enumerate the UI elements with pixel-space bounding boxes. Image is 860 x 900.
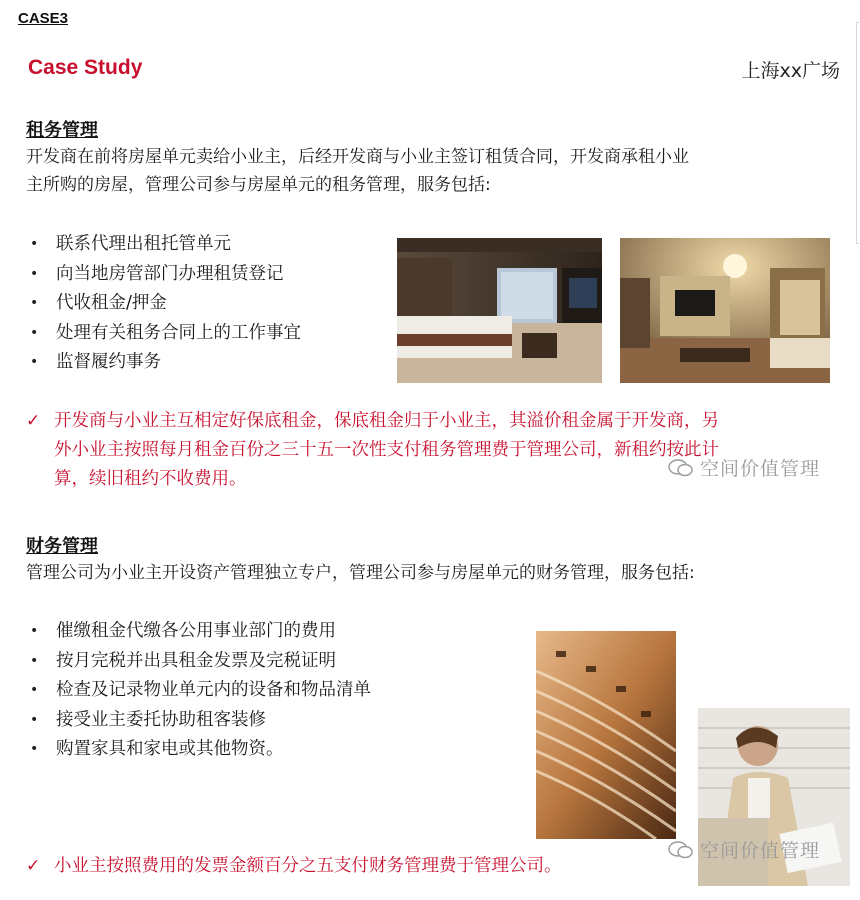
case-study-title: Case Study	[28, 56, 143, 79]
list-item: • 监督履约事务	[30, 348, 301, 378]
rental-intro-line-2: 主所购的房屋，管理公司参与房屋单元的租务管理，服务包括:	[26, 175, 491, 195]
rental-intro	[26, 143, 846, 199]
watermark	[668, 836, 820, 863]
watermark-text: 空间价值管理	[700, 840, 821, 862]
page-edge-divider	[856, 22, 859, 244]
location-title: 上海xx广场	[741, 60, 840, 82]
check-icon: ✓	[26, 856, 41, 876]
finance-service-list	[30, 617, 371, 765]
list-item: • 联系代理出租托管单元	[30, 230, 301, 260]
list-item: • 购置家具和家电或其他物资。	[30, 735, 371, 765]
list-item: • 检查及记录物业单元内的设备和物品清单	[30, 676, 371, 706]
check-icon: ✓	[26, 411, 41, 431]
file-folders-photo	[536, 631, 676, 839]
list-item: • 按月完税并出具租金发票及完税证明	[30, 647, 371, 677]
wechat-icon	[668, 840, 694, 860]
finance-note	[26, 852, 562, 881]
list-item: • 代收租金/押金	[30, 289, 301, 319]
watermark	[668, 454, 820, 481]
list-item: • 接受业主委托协助租客装修	[30, 706, 371, 736]
list-item: • 向当地房管部门办理租赁登记	[30, 260, 301, 290]
rental-note-line-3: 算，续旧租约不收费用。	[54, 469, 247, 489]
list-item: • 催缴租金代缴各公用事业部门的费用	[30, 617, 371, 647]
case-label: CASE3	[18, 10, 69, 27]
finance-intro: 管理公司为小业主开设资产管理独立专户，管理公司参与房屋单元的财务管理，服务包括:	[26, 563, 695, 583]
rental-heading: 租务管理	[26, 120, 98, 141]
rental-service-list	[30, 230, 301, 378]
bedroom-photo	[397, 238, 602, 383]
rental-note	[26, 407, 719, 494]
rental-intro-line-1: 开发商在前将房屋单元卖给小业主，后经开发商与小业主签订租赁合同，开发商承租小业	[26, 147, 689, 167]
list-item: • 处理有关租务合同上的工作事宜	[30, 319, 301, 349]
rental-note-line-1: 开发商与小业主互相定好保底租金，保底租金归于小业主，其溢价租金属于开发商，另	[54, 411, 719, 431]
living-room-photo	[620, 238, 830, 383]
watermark-text: 空间价值管理	[700, 458, 821, 480]
wechat-icon	[668, 458, 694, 478]
finance-note-text: 小业主按照费用的发票金额百分之五支付财务管理费于管理公司。	[54, 856, 562, 876]
rental-note-line-2: 外小业主按照每月租金百份之三十五一次性支付租务管理费于管理公司，新租约按此计	[54, 440, 719, 460]
finance-heading: 财务管理	[26, 536, 98, 557]
